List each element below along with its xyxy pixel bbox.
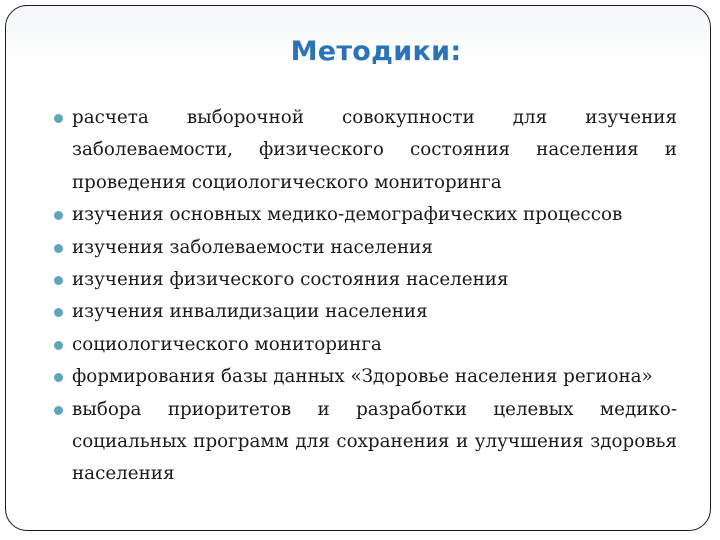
list-item (55, 296, 677, 328)
methods-list (55, 102, 677, 491)
list-item (55, 394, 677, 491)
list-item-text: изучения основных медико-демографических процессов (72, 204, 623, 226)
list-item (55, 232, 677, 264)
slide-title: Методики: (290, 36, 462, 67)
list-item-text: формирования базы данных «Здоровье населения региона» (72, 366, 653, 388)
list-item-text: выбора приоритетов и разработки целевых медико-социальных программ для сохранения и улучшения здоровья населения (72, 398, 677, 485)
list-item-text: изучения заболеваемости населения (72, 236, 433, 258)
bullet-icon (54, 276, 63, 285)
list-item-text: социологического мониторинга (72, 333, 382, 355)
list-item (55, 199, 677, 231)
list-item-text: изучения физического состояния населения (72, 269, 509, 291)
list-item-text: изучения инвалидизации населения (72, 301, 428, 323)
bullet-icon (54, 373, 63, 382)
bullet-icon (54, 244, 63, 253)
list-item-text: расчета выборочной совокупности для изучения заболеваемости, физического состояния населения и проведения социологического мониторинга (72, 107, 677, 193)
list-item (55, 329, 677, 361)
bullet-icon (54, 341, 63, 350)
slide-frame (5, 5, 711, 531)
bullet-icon (54, 114, 63, 123)
list-item (55, 102, 677, 199)
bullet-icon (54, 308, 63, 317)
list-item (55, 361, 677, 393)
list-item (55, 264, 677, 296)
bullet-icon (54, 211, 63, 220)
bullet-icon (54, 406, 63, 415)
